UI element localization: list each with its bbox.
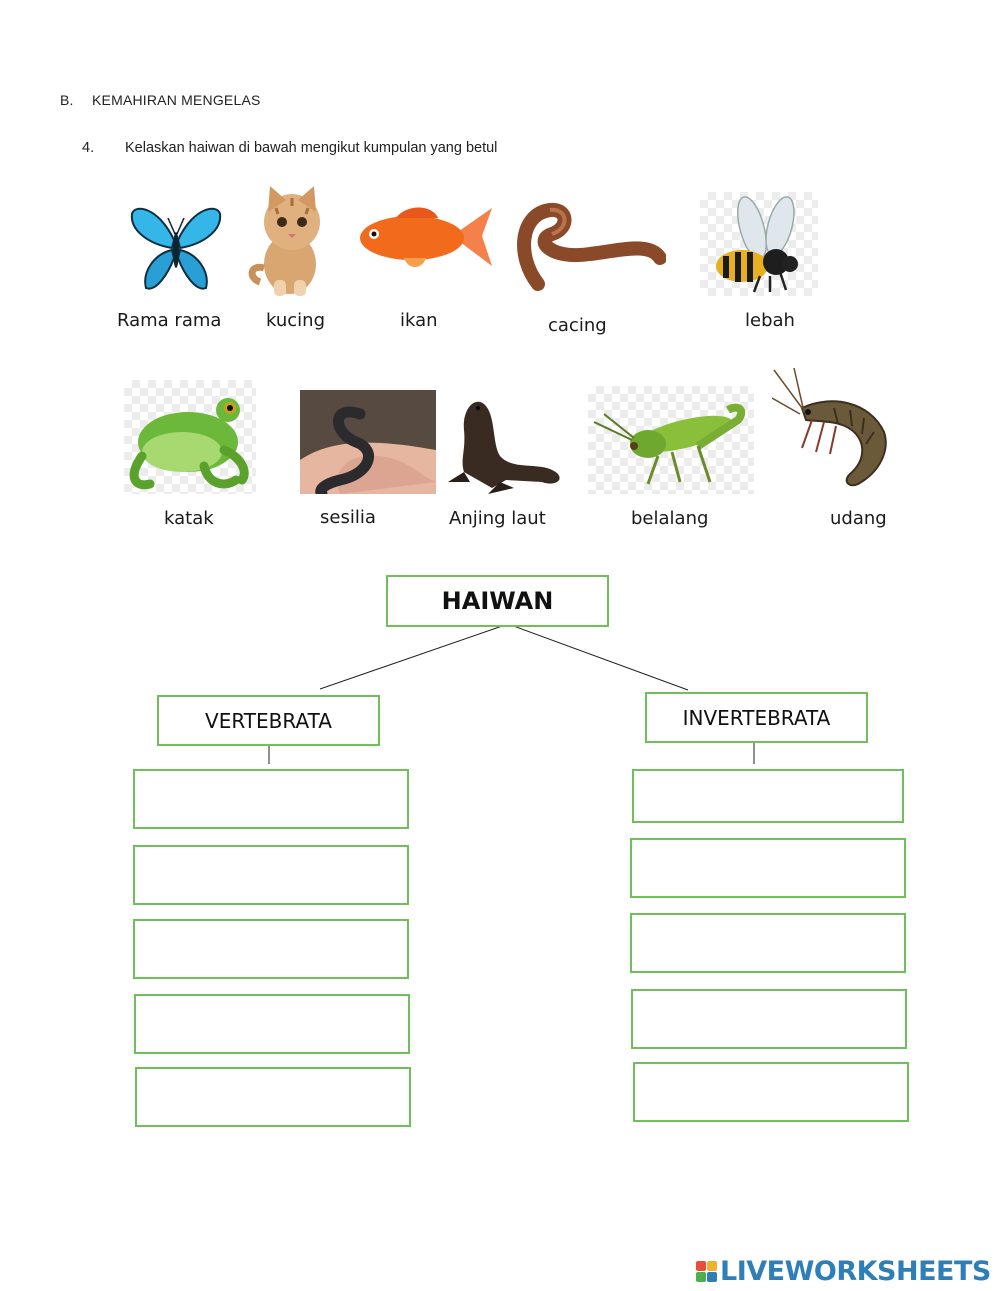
shrimp-image xyxy=(772,368,892,494)
label-butterfly: Rama rama xyxy=(117,310,222,331)
question-instruction xyxy=(82,140,497,156)
frog-image xyxy=(124,380,256,494)
root-box-haiwan: HAIWAN xyxy=(386,575,609,627)
bee-image xyxy=(700,192,818,296)
invertebrata-answer-3[interactable] xyxy=(630,913,906,973)
brand-name: LIVEWORKSHEETS xyxy=(720,1255,991,1287)
label-shrimp: udang xyxy=(830,508,887,529)
vertebrata-answer-4[interactable] xyxy=(134,994,410,1054)
question-text: Kelaskan haiwan di bawah mengikut kumpulan yang betul xyxy=(125,140,498,156)
logo-icon xyxy=(696,1261,717,1282)
label-bee: lebah xyxy=(745,310,795,331)
section-title: KEMAHIRAN MENGELAS xyxy=(92,92,261,108)
label-frog: katak xyxy=(164,508,214,529)
label-seal: Anjing laut xyxy=(449,508,546,529)
butterfly-image xyxy=(128,200,224,296)
question-number: 4. xyxy=(82,140,95,156)
grasshopper-image xyxy=(588,386,754,494)
label-worm: cacing xyxy=(548,315,607,336)
cat-image xyxy=(246,184,328,298)
goldfish-image xyxy=(356,204,494,270)
vertebrata-answer-1[interactable] xyxy=(133,769,409,829)
caecilian-image xyxy=(300,390,436,494)
label-grasshopper: belalang xyxy=(631,508,709,529)
label-fish: ikan xyxy=(400,310,438,331)
vertebrata-answer-3[interactable] xyxy=(133,919,409,979)
invertebrata-answer-4[interactable] xyxy=(631,989,907,1049)
invertebrata-answer-1[interactable] xyxy=(632,769,904,823)
earthworm-image xyxy=(510,194,666,292)
seal-image xyxy=(444,390,568,494)
liveworksheets-logo xyxy=(696,1254,991,1288)
label-caecilian: sesilia xyxy=(320,507,376,528)
invertebrata-answer-5[interactable] xyxy=(633,1062,909,1122)
label-cat: kucing xyxy=(266,310,326,331)
invertebrata-box: INVERTEBRATA xyxy=(645,692,868,743)
section-heading xyxy=(60,92,261,108)
vertebrata-box: VERTEBRATA xyxy=(157,695,380,746)
vertebrata-answer-5[interactable] xyxy=(135,1067,411,1127)
section-letter: B. xyxy=(60,92,74,108)
vertebrata-answer-2[interactable] xyxy=(133,845,409,905)
invertebrata-answer-2[interactable] xyxy=(630,838,906,898)
